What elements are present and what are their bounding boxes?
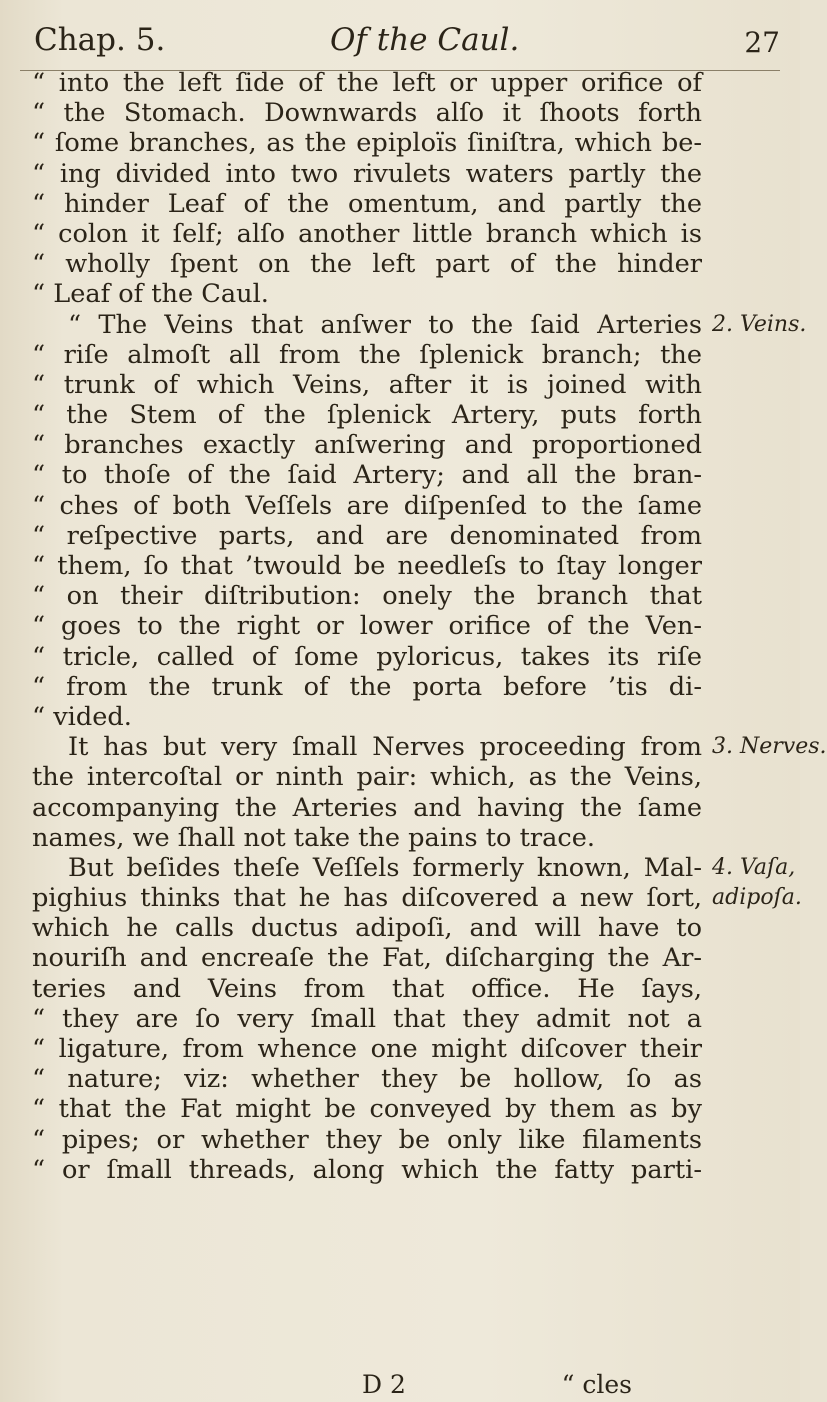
text-line: “ or ſmall threads, along which the fatty parti-	[32, 1154, 702, 1185]
text-line: “ riſe almoſt all from the ſplenick branch; the	[32, 339, 702, 370]
text-line: “ into the left ſide of the left or upper orifice of	[32, 68, 702, 98]
text-line: “ ing divided into two rivulets waters partly the	[32, 158, 702, 189]
text-line: “ tricle, called of ſome pyloricus, takes its riſe	[32, 641, 702, 672]
text-line: “ the Stem of the ſplenick Artery, puts forth	[32, 400, 702, 431]
margin-note: 3. Nerves.	[712, 734, 827, 760]
text-line: “ ches of both Veſſels are diſpenſed to the ſame	[32, 490, 702, 521]
text-line: “ goes to the right or lower orifice of the Ven-	[32, 611, 702, 642]
text-line: “ branches exactly anſwering and proportioned	[32, 430, 702, 461]
text-line: “ trunk of which Veins, after it is joined with	[32, 369, 702, 400]
chapter-label: Chap. 5.	[34, 22, 166, 58]
margin-note: 2. Veins.	[712, 311, 807, 337]
text-line: which he calls ductus adipoſi, and will have to	[32, 913, 702, 944]
text-line: “ colon it ſelf; alſo another little branch which is	[32, 218, 702, 249]
text-line: “ pipes; or whether they be only like filaments	[32, 1124, 702, 1155]
text-line: “ hinder Leaf of the omentum, and partly the	[32, 188, 702, 219]
text-line: “ that the Fat might be conveyed by them as by	[32, 1094, 702, 1125]
text-line: pighius thinks that he has diſcovered a new ſort,	[32, 883, 702, 914]
text-line: “ ligature, from whence one might diſcover their	[32, 1034, 702, 1064]
text-line: “ ſome branches, as the epiploïs ſiniſtra, which be-	[32, 128, 702, 159]
text-line: accompanying the Arteries and having the ſame	[32, 792, 702, 823]
text-line: “ wholly ſpent on the left part of the hinder	[32, 249, 702, 280]
margin-note: 4. Vaſa,	[712, 855, 796, 881]
page-body-text	[32, 68, 702, 1185]
page-number: 27	[744, 26, 780, 59]
text-line: It has but very ſmall Nerves proceeding from	[68, 732, 702, 763]
text-line: “ reſpective parts, and are denominated from	[32, 520, 702, 551]
margin-note: adipoſa.	[712, 885, 802, 911]
text-line: “ on their diſtribution: onely the branch that	[32, 581, 702, 612]
text-line: “ they are ſo very ſmall that they admit not a	[32, 1003, 702, 1034]
text-line: the intercoſtal or ninth pair: which, as the Veins,	[32, 762, 702, 793]
signature-mark: D 2	[362, 1370, 406, 1399]
text-line: nouriſh and encreaſe the Fat, diſcharging the Ar-	[32, 943, 702, 974]
catchword: “ cles	[561, 1370, 632, 1399]
text-line: “ the Stomach. Downwards alſo it ſhoots forth	[32, 98, 702, 129]
running-title: Of the Caul.	[330, 22, 520, 58]
text-line: But beſides theſe Veſſels formerly known, Mal-	[68, 852, 702, 883]
text-line: “ The Veins that anſwer to the ſaid Arteries	[68, 309, 702, 340]
page-footer	[32, 1370, 702, 1400]
text-line: “ to thoſe of the ſaid Artery; and all the bran-	[32, 460, 702, 491]
text-line: names, we ſhall not take the pains to trace.	[32, 822, 595, 853]
running-header	[20, 8, 780, 71]
text-line: teries and Veins from that office. He ſays,	[32, 973, 702, 1004]
text-line: “ Leaf of the Caul.	[32, 279, 269, 310]
text-line: “ nature; viz: whether they be hollow, ſo as	[32, 1064, 702, 1095]
text-line: “ vided.	[32, 701, 132, 732]
text-line: “ them, ſo that ’twould be needleſs to ſtay longer	[32, 551, 702, 581]
text-line: “ from the trunk of the porta before ’tis di-	[32, 671, 702, 702]
